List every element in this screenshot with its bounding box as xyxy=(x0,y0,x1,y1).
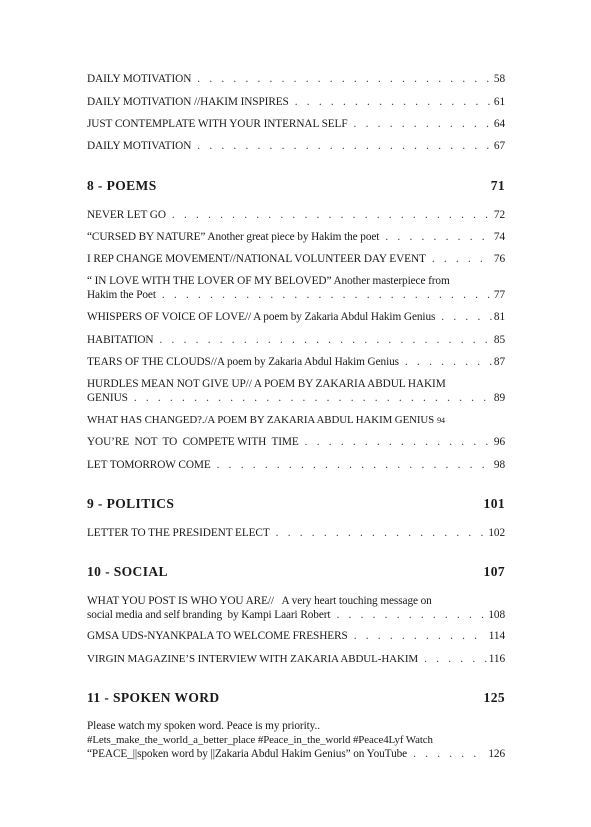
toc-entry-page: 87 xyxy=(493,356,505,368)
toc-entry[interactable] xyxy=(87,117,505,131)
toc-entry-title: “PEACE_||spoken word by ||Zakaria Abdul Hakim Genius” on YouTube xyxy=(87,748,408,760)
toc-entry-title: DAILY MOTIVATION xyxy=(87,73,192,85)
dot-leader xyxy=(385,230,492,244)
toc-entry-title: Hakim the Poet xyxy=(87,289,156,301)
toc-entry-title-line: WHAT YOU POST IS WHO YOU ARE// A very heart touching message on xyxy=(87,595,432,607)
toc-entry-title: JUST CONTEMPLATE WITH YOUR INTERNAL SELF xyxy=(87,118,348,130)
dot-leader xyxy=(413,747,486,761)
dot-leader xyxy=(197,139,492,153)
dot-leader xyxy=(172,208,492,222)
toc-entry-title: “CURSED BY NATURE” Another great piece by Hakim the poet xyxy=(87,231,380,243)
toc-entry[interactable] xyxy=(87,413,505,428)
chapter-heading[interactable] xyxy=(87,690,505,706)
toc-entry-page: 108 xyxy=(488,609,505,621)
toc-entry[interactable] xyxy=(87,208,505,222)
toc-entry-page: 58 xyxy=(493,73,505,85)
dot-leader xyxy=(276,526,487,540)
toc-entry-title: I REP CHANGE MOVEMENT//NATIONAL VOLUNTEER DAY EVENT xyxy=(87,253,426,265)
toc-entry[interactable] xyxy=(87,355,505,369)
toc-entry-page: 94 xyxy=(437,416,445,425)
dot-leader xyxy=(134,391,492,405)
toc-entry-page: 126 xyxy=(488,748,505,760)
dot-leader xyxy=(197,72,492,86)
chapter-page: 101 xyxy=(483,496,505,511)
toc-entry-title: LET TOMORROW COME xyxy=(87,459,211,471)
toc-entry[interactable] xyxy=(87,377,505,405)
dot-leader xyxy=(160,333,492,347)
toc-entry-page: 76 xyxy=(493,253,505,265)
toc-entry-page: 61 xyxy=(493,96,505,108)
toc-entry[interactable] xyxy=(87,652,505,666)
toc-entry-title: HABITATION xyxy=(87,334,154,346)
toc-entry-page: 98 xyxy=(493,459,505,471)
toc-entry-page: 74 xyxy=(493,231,505,243)
toc-entry-page: 67 xyxy=(493,140,505,152)
toc-entry-title: DAILY MOTIVATION //HAKIM INSPIRES xyxy=(87,96,289,108)
toc-entry[interactable] xyxy=(87,72,505,86)
toc-entry-title-line: #Lets_make_the_world_a_better_place #Peace_in_the_world #Peace4Lyf Watch xyxy=(87,734,433,746)
dot-leader xyxy=(354,629,487,643)
toc-entry-title: DAILY MOTIVATION xyxy=(87,140,192,152)
toc-entry-title-line: HURDLES MEAN NOT GIVE UP// A POEM BY ZAKARIA ABDUL HAKIM xyxy=(87,378,446,390)
toc-entry-title: GMSA UDS-NYANKPALA TO WELCOME FRESHERS xyxy=(87,630,348,642)
toc-entry[interactable] xyxy=(87,594,505,622)
toc-entry[interactable] xyxy=(87,458,505,472)
toc-entry-title: TEARS OF THE CLOUDS//A poem by Zakaria Abdul Hakim Genius xyxy=(87,356,399,368)
dot-leader xyxy=(424,652,487,666)
dot-leader xyxy=(405,355,492,369)
toc-entry-page: 72 xyxy=(493,209,505,221)
dot-leader xyxy=(305,435,492,449)
toc-entry[interactable] xyxy=(87,435,505,449)
dot-leader xyxy=(354,117,492,131)
toc-entry[interactable] xyxy=(87,274,505,302)
toc-entry-page: 64 xyxy=(493,118,505,130)
chapter-page: 71 xyxy=(490,178,505,193)
toc-entry-title-line: Please watch my spoken word. Peace is my priority.. xyxy=(87,720,320,732)
toc-entry[interactable] xyxy=(87,230,505,244)
toc-entry-page: 85 xyxy=(493,334,505,346)
dot-leader xyxy=(162,288,492,302)
dot-leader xyxy=(217,458,492,472)
toc-entry[interactable] xyxy=(87,95,505,109)
toc-entry[interactable] xyxy=(87,333,505,347)
chapter-title: 9 - POLITICS xyxy=(87,496,175,511)
toc-entry[interactable] xyxy=(87,252,505,266)
toc-entry-page: 102 xyxy=(488,527,505,539)
toc-entry-page: 89 xyxy=(493,392,505,404)
chapter-title: 11 - SPOKEN WORD xyxy=(87,690,220,705)
toc-entry[interactable] xyxy=(87,526,505,540)
dot-leader xyxy=(295,95,492,109)
toc-entry-title: YOU’RE NOT TO COMPETE WITH TIME xyxy=(87,436,299,448)
toc-entry-title-line: “ IN LOVE WITH THE LOVER OF MY BELOVED” Another masterpiece from xyxy=(87,275,450,287)
toc-entry-page: 81 xyxy=(493,311,505,323)
toc-entry-title: VIRGIN MAGAZINE’S INTERVIEW WITH ZAKARIA ABDUL-HAKIM xyxy=(87,653,419,665)
dot-leader xyxy=(336,608,486,622)
toc-entry-title: LETTER TO THE PRESIDENT ELECT xyxy=(87,527,270,539)
toc-entry[interactable] xyxy=(87,719,505,761)
chapter-page: 125 xyxy=(483,690,505,705)
dot-leader xyxy=(432,252,492,266)
chapter-heading[interactable] xyxy=(87,496,505,512)
toc-entry-page: 114 xyxy=(488,630,505,642)
toc-entry[interactable] xyxy=(87,629,505,643)
toc-entry-page: 116 xyxy=(488,653,505,665)
toc-entry-title: WHISPERS OF VOICE OF LOVE// A poem by Zakaria Abdul Hakim Genius xyxy=(87,311,436,323)
toc-entry[interactable] xyxy=(87,310,505,324)
toc-entry-page: 96 xyxy=(493,436,505,448)
chapter-title: 10 - SOCIAL xyxy=(87,564,168,579)
chapter-heading[interactable] xyxy=(87,178,505,194)
toc-entry-title: NEVER LET GO xyxy=(87,209,166,221)
dot-leader xyxy=(441,310,492,324)
chapter-heading[interactable] xyxy=(87,564,505,580)
chapter-page: 107 xyxy=(483,564,505,579)
chapter-title: 8 - POEMS xyxy=(87,178,157,193)
toc-entry-title: WHAT HAS CHANGED?./A POEM BY ZAKARIA ABDUL HAKIM GENIUS xyxy=(87,414,435,426)
toc-entry[interactable] xyxy=(87,139,505,153)
toc-entry-title: GENIUS xyxy=(87,392,128,404)
toc-entry-page: 77 xyxy=(493,289,505,301)
toc-entry-title: social media and self branding by Kampi Laari Robert xyxy=(87,609,331,621)
